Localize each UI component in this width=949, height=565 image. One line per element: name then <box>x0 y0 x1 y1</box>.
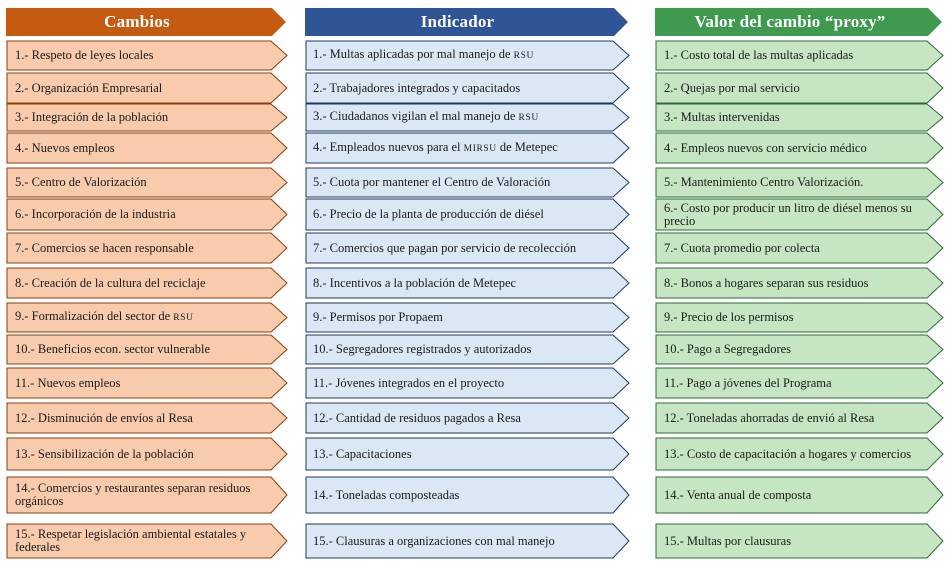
proxy-item-11 <box>655 368 923 398</box>
cambios-item-8 <box>6 268 267 298</box>
cambios-item-4 <box>6 133 267 163</box>
indicador-item-7 <box>305 233 609 263</box>
indicador-item-4 <box>305 133 609 163</box>
indicador-item-15 <box>305 524 609 558</box>
indicador-item-label: 5.- Cuota por mantener el Centro de Valoración <box>313 175 551 189</box>
indicador-item-10 <box>305 335 609 364</box>
indicador-column <box>305 0 631 565</box>
cambios-item-7 <box>6 233 267 263</box>
proxy-item-label: 3.- Multas intervenidas <box>664 110 780 124</box>
proxy-item-label: 14.- Venta anual de composta <box>664 487 812 502</box>
cambios-item-15 <box>6 524 267 558</box>
cambios-item-label: 11.- Nuevos empleos <box>15 375 121 390</box>
indicador-item-14 <box>305 477 609 513</box>
indicador-item-label: 10.- Segregadores registrados y autorizados <box>313 342 532 356</box>
indicador-item-label: 1.- Multas aplicadas por mal manejo de RSU <box>313 47 534 61</box>
indicador-item-label: 9.- Permisos por Propaem <box>313 310 443 324</box>
indicador-item-11 <box>305 368 609 398</box>
cambios-item-3 <box>6 104 267 131</box>
proxy-item-1 <box>655 41 923 70</box>
cambios-item-10 <box>6 335 267 364</box>
proxy-item-15 <box>655 524 923 558</box>
cambios-item-label: 10.- Beneficios econ. sector vulnerable <box>15 342 211 356</box>
indicador-item-label: 2.- Trabajadores integrados y capacitados <box>313 80 521 95</box>
proxy-column <box>655 0 945 565</box>
proxy-item-13 <box>655 438 923 470</box>
cambios-item-label: 2.- Organización Empresarial <box>15 80 163 95</box>
cambios-item-label: 1.- Respeto de leyes locales <box>15 48 154 62</box>
cambios-item-14 <box>6 477 267 513</box>
proxy-item-14 <box>655 477 923 513</box>
indicador-item-label: 8.- Incentivos a la población de Metepec <box>313 275 517 290</box>
indicador-item-label: 13.- Capacitaciones <box>313 446 412 461</box>
cambios-item-label: 13.- Sensibilización de la población <box>15 446 194 461</box>
proxy-item-5 <box>655 168 923 197</box>
indicador-item-9 <box>305 303 609 332</box>
indicador-item-8 <box>305 268 609 298</box>
proxy-item-8 <box>655 268 923 298</box>
proxy-header: Valor del cambio “proxy” <box>694 12 886 31</box>
proxy-item-3 <box>655 104 923 131</box>
indicador-item-5 <box>305 168 609 197</box>
proxy-item-7 <box>655 233 923 263</box>
indicador-item-12 <box>305 403 609 433</box>
indicador-item-label: 14.- Toneladas composteadas <box>313 487 460 502</box>
proxy-item-12 <box>655 403 923 433</box>
proxy-item-label: 1.- Costo total de las multas aplicadas <box>664 48 854 62</box>
indicador-item-2 <box>305 73 609 103</box>
proxy-item-label: 15.- Multas por clausuras <box>664 533 792 548</box>
cambios-item-label: 4.- Nuevos empleos <box>15 140 115 155</box>
cambios-item-6 <box>6 199 267 230</box>
indicador-header: Indicador <box>420 12 495 31</box>
cambios-item-label: 12.- Disminución de envíos al Resa <box>15 410 193 425</box>
indicador-item-label: 4.- Empleados nuevos para el MIRSU de Metepec <box>313 139 558 154</box>
proxy-item-label: 9.- Precio de los permisos <box>664 310 794 324</box>
cambios-header: Cambios <box>104 12 170 31</box>
cambios-item-11 <box>6 368 267 398</box>
indicador-item-label: 11.- Jóvenes integrados en el proyecto <box>313 375 505 390</box>
proxy-item-10 <box>655 335 923 364</box>
indicador-item-13 <box>305 438 609 470</box>
cambios-item-2 <box>6 73 267 103</box>
cambios-item-label: 8.- Creación de la cultura del reciclaje <box>15 275 206 290</box>
indicador-item-3 <box>305 104 609 131</box>
cambios-item-label: 5.- Centro de Valorización <box>15 175 147 189</box>
cambios-item-5 <box>6 168 267 197</box>
cambios-item-13 <box>6 438 267 470</box>
proxy-item-4 <box>655 133 923 163</box>
cambios-item-label: 14.- Comercios y restaurantes separan residuos orgánicos <box>15 481 251 508</box>
proxy-item-label: 10.- Pago a Segregadores <box>664 342 792 356</box>
indicador-item-label: 6.- Precio de la planta de producción de diésel <box>313 207 544 221</box>
indicador-item-1 <box>305 41 609 70</box>
cambios-item-1 <box>6 41 267 70</box>
indicador-item-label: 12.- Cantidad de residuos pagados a Resa <box>313 410 521 425</box>
proxy-item-label: 7.- Cuota promedio por colecta <box>664 240 820 255</box>
cambios-item-label: 7.- Comercios se hacen responsable <box>15 240 194 255</box>
cambios-item-label: 15.- Respetar legislación ambiental estatales y federales <box>15 527 247 554</box>
cambios-item-label: 6.- Incorporación de la industria <box>15 207 176 221</box>
cambios-item-12 <box>6 403 267 433</box>
proxy-item-label: 4.- Empleos nuevos con servicio médico <box>664 140 867 155</box>
proxy-item-2 <box>655 73 923 103</box>
proxy-item-label: 12.- Toneladas ahorradas de envió al Resa <box>664 410 875 425</box>
cambios-item-label: 3.- Integración de la población <box>15 110 169 124</box>
proxy-item-label: 11.- Pago a jóvenes del Programa <box>664 375 832 390</box>
proxy-item-9 <box>655 303 923 332</box>
indicador-item-label: 3.- Ciudadanos vigilan el mal manejo de RSU <box>313 109 539 123</box>
proxy-item-label: 13.- Costo de capacitación a hogares y comercios <box>664 446 912 461</box>
proxy-item-6 <box>655 199 923 230</box>
indicador-item-label: 7.- Comercios que pagan por servicio de recolección <box>313 240 577 255</box>
proxy-item-label: 2.- Quejas por mal servicio <box>664 80 800 95</box>
indicador-item-label: 15.- Clausuras a organizaciones con mal manejo <box>313 533 555 548</box>
cambios-column <box>6 0 289 565</box>
proxy-item-label: 6.- Costo por producir un litro de diésel menos su precio <box>664 200 912 228</box>
proxy-item-label: 5.- Mantenimiento Centro Valorización. <box>664 175 864 189</box>
indicador-item-6 <box>305 199 609 230</box>
cambios-item-label: 9.- Formalización del sector de RSU <box>15 309 194 323</box>
proxy-item-label: 8.- Bonos a hogares separan sus residuos <box>664 275 869 290</box>
cambios-item-9 <box>6 303 267 332</box>
